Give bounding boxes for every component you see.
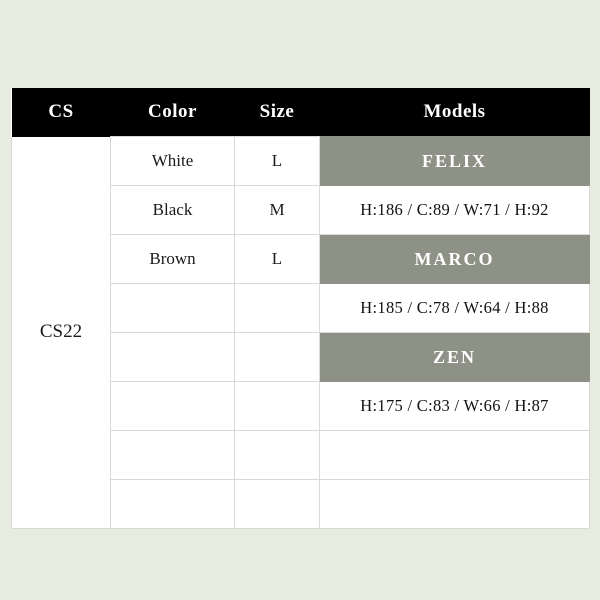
table-row: [12, 137, 590, 186]
table-header-row: [12, 88, 590, 137]
model-cell: ZEN: [320, 333, 590, 382]
model-cell: H:175 / C:83 / W:66 / H:87: [320, 382, 590, 431]
column-header-models: Models: [320, 88, 590, 137]
column-header-color: Color: [111, 88, 235, 137]
size-cell: M: [235, 186, 320, 235]
table-header: [12, 88, 590, 137]
color-cell: [111, 431, 235, 480]
size-cell: [235, 284, 320, 333]
column-header-cs: CS: [12, 88, 111, 137]
table-body: [12, 137, 590, 529]
model-cell: H:186 / C:89 / W:71 / H:92: [320, 186, 590, 235]
color-cell: [111, 382, 235, 431]
color-cell: White: [111, 137, 235, 186]
model-cell: MARCO: [320, 235, 590, 284]
color-cell: Black: [111, 186, 235, 235]
column-header-size: Size: [235, 88, 320, 137]
color-cell: [111, 480, 235, 529]
size-cell: [235, 480, 320, 529]
color-cell: [111, 284, 235, 333]
size-spec-table: [11, 88, 590, 529]
cs-value-cell: CS22: [12, 137, 111, 529]
size-cell: [235, 431, 320, 480]
model-cell: H:185 / C:78 / W:64 / H:88: [320, 284, 590, 333]
model-cell: FELIX: [320, 137, 590, 186]
spec-table-container: [11, 88, 589, 529]
color-cell: Brown: [111, 235, 235, 284]
model-cell: [320, 480, 590, 529]
color-cell: [111, 333, 235, 382]
size-cell: L: [235, 235, 320, 284]
size-cell: L: [235, 137, 320, 186]
size-cell: [235, 333, 320, 382]
size-cell: [235, 382, 320, 431]
model-cell: [320, 431, 590, 480]
